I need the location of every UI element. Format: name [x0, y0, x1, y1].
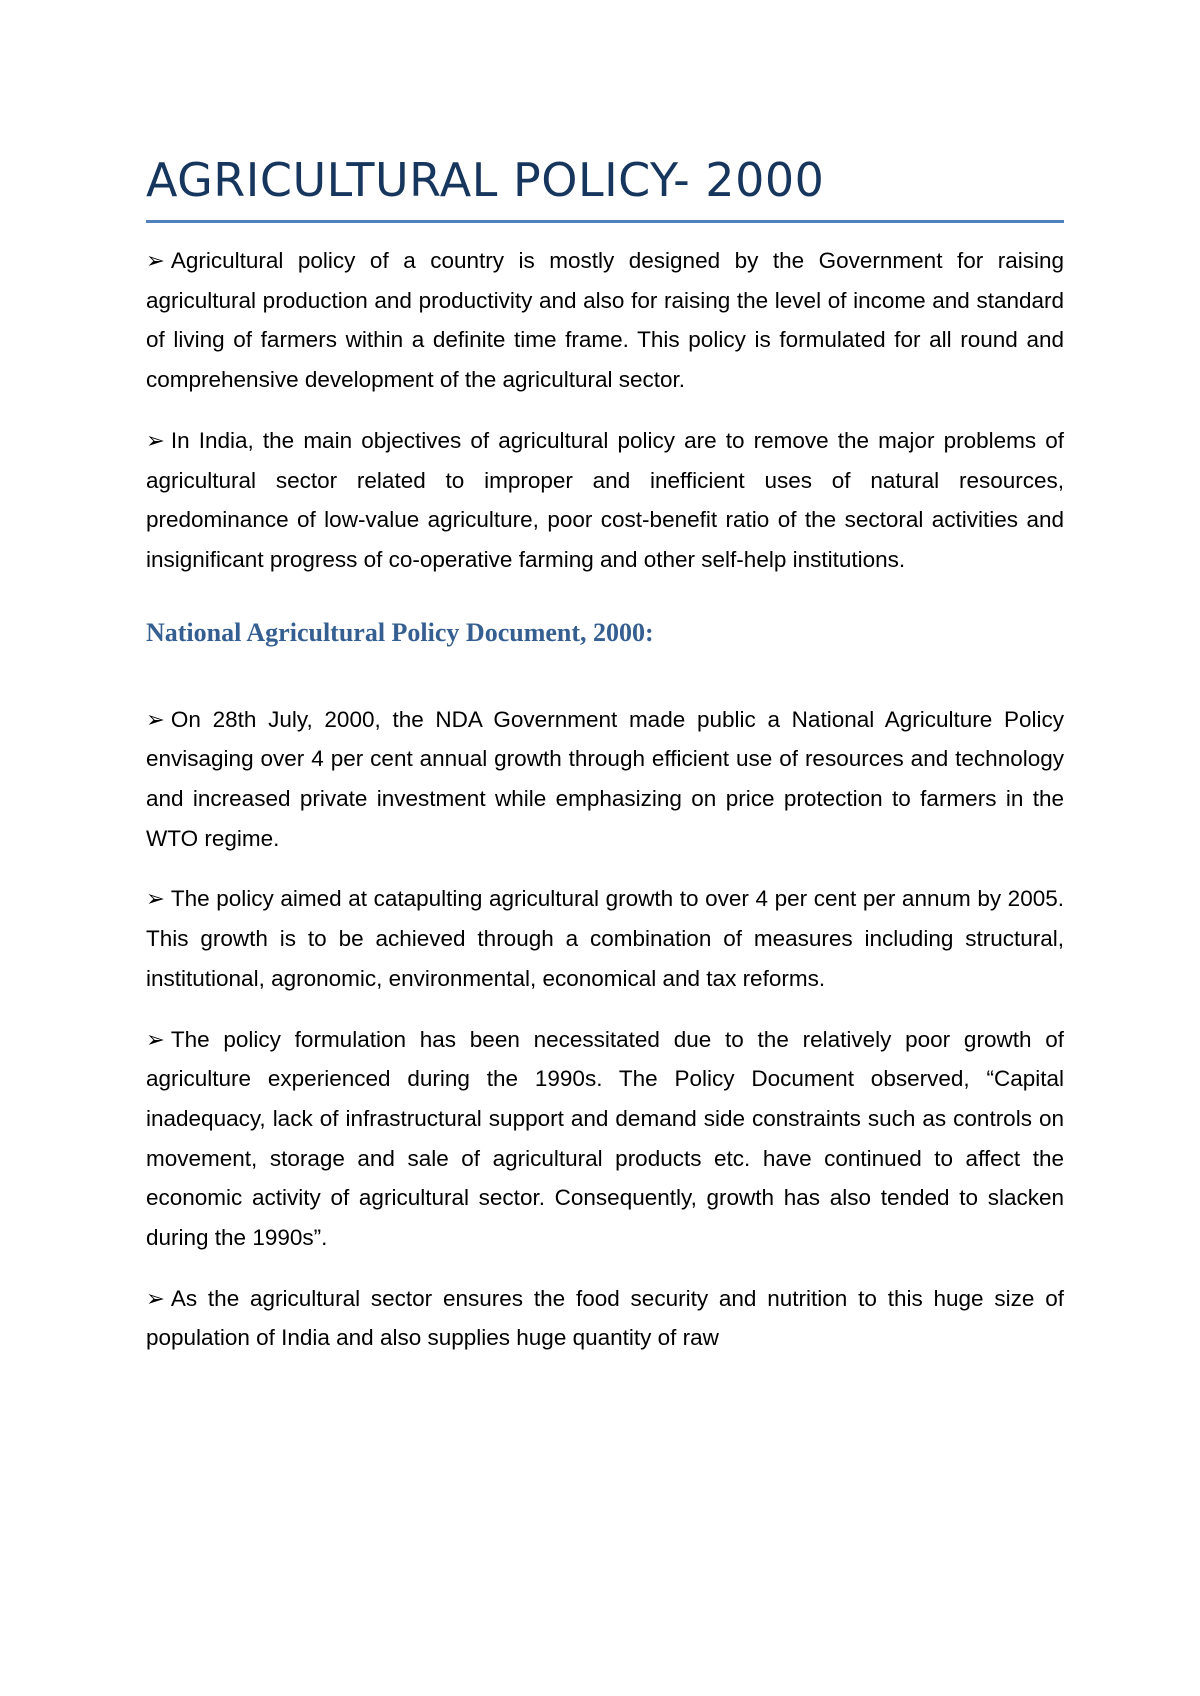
- paragraph-section-4: [146, 1279, 1064, 1358]
- paragraph-text: In India, the main objectives of agricultural policy are to remove the major problems of agricultural sector related to improper and inefficient uses of natural resources, predominance of low-value agriculture, poor cost-benefit ratio of the sectoral activities and insignificant progress of co-operative farming and other self-help institutions.: [146, 427, 1064, 572]
- arrow-bullet-icon: ➢: [146, 427, 165, 453]
- paragraph-text: As the agricultural sector ensures the food security and nutrition to this huge size of population of India and also supplies huge quantity of raw: [146, 1285, 1064, 1351]
- arrow-bullet-icon: ➢: [146, 1285, 165, 1311]
- paragraph-text: Agricultural policy of a country is mostly designed by the Government for raising agricultural production and productivity and also for raising the level of income and standard of living of farmers within a definite time frame. This policy is formulated for all round and comprehensive development of the agricultural sector.: [146, 248, 1064, 393]
- paragraph-text: The policy formulation has been necessitated due to the relatively poor growth of agriculture experienced during the 1990s. The Policy Document observed, “Capital inadequacy, lack of infrastructural support and demand side constraints such as controls on movement, storage and sale of agricultural products etc. have continued to affect the economic activity of agricultural sector. Consequently, growth has also tended to slacken during the 1990s”.: [146, 1026, 1064, 1251]
- arrow-bullet-icon: ➢: [146, 706, 165, 732]
- paragraph-text: The policy aimed at catapulting agricultural growth to over 4 per cent per annum by 2005. This growth is to be achieved through a combination of measures including structural, institutional, agronomic, environmental, economical and tax reforms.: [146, 886, 1064, 991]
- paragraph-section-2: [146, 879, 1064, 998]
- paragraph-intro-2: [146, 421, 1064, 580]
- paragraph-text: On 28th July, 2000, the NDA Government made public a National Agriculture Policy envisaging over 4 per cent annual growth through efficient use of resources and technology and increased private investment while emphasizing on price protection to farmers in the WTO regime.: [146, 706, 1064, 851]
- paragraph-intro-1: [146, 241, 1064, 400]
- document-page: [146, 150, 1064, 1379]
- paragraph-section-1: [146, 700, 1064, 859]
- arrow-bullet-icon: ➢: [146, 886, 165, 912]
- section-heading: National Agricultural Policy Document, 2000:: [146, 617, 654, 647]
- arrow-bullet-icon: ➢: [146, 1026, 165, 1052]
- document-title: AGRICULTURAL POLICY- 2000: [146, 153, 825, 207]
- arrow-bullet-icon: ➢: [146, 248, 165, 273]
- paragraph-section-3: [146, 1020, 1064, 1258]
- title-underline: [146, 220, 1064, 223]
